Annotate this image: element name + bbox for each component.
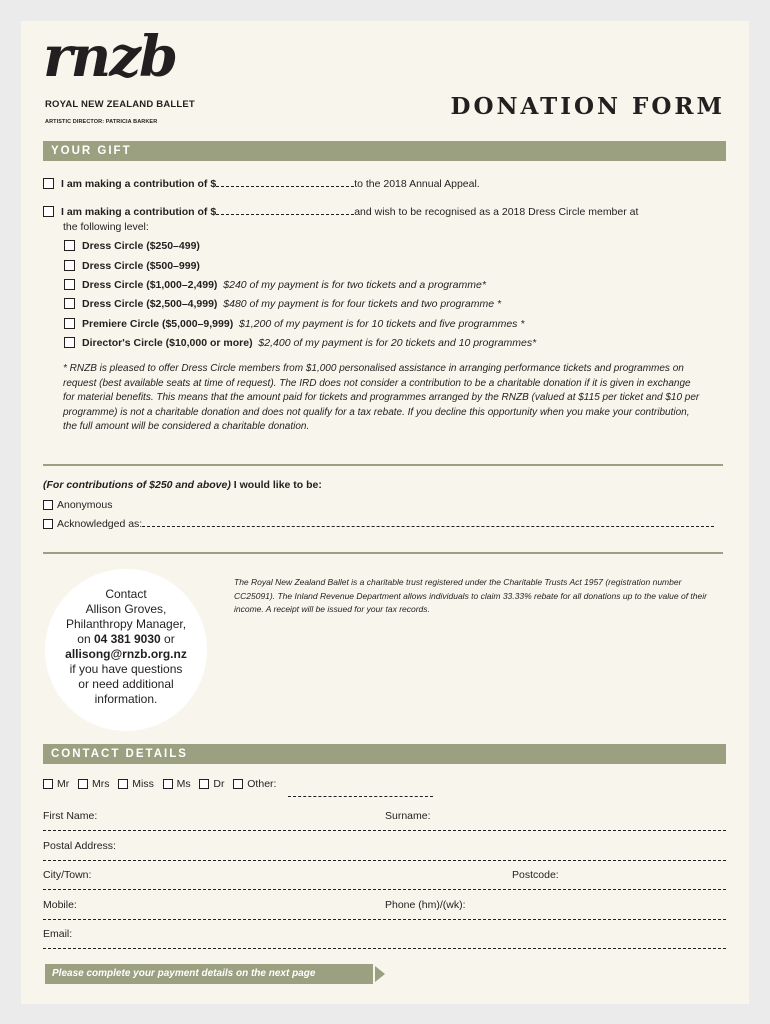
contact-phone-line <box>53 632 199 647</box>
acknowledged-checkbox[interactable] <box>43 519 53 529</box>
contact-phone[interactable]: 04 381 9030 <box>93 632 161 646</box>
title-mrs-checkbox[interactable] <box>78 779 88 789</box>
divider <box>43 464 723 466</box>
contact-or: or <box>160 632 175 646</box>
level-item <box>64 260 200 272</box>
title-other-field[interactable] <box>288 796 433 797</box>
dress-circle-note: * RNZB is pleased to offer Dress Circle members from $1,000 personalised assistance in arranging performance tickets and programmes on request (best available seats at time of request). The IRD does not consider a contribution to be a charitable donation if it is given in exchange for material benefits. This means that the amount paid for tickets and programmes arranged by the RNZB (valued at $115 per ticket and $10 per programme) is not a charitable donation and does not qualify for a tax rebate. If you decline this opportunity when you make your contribution, the full amount will be considered a charitable donation. <box>63 363 700 433</box>
phone-row[interactable] <box>43 899 726 920</box>
title-other-label: Other: <box>247 778 277 790</box>
name-row[interactable] <box>43 810 726 831</box>
org-name: ROYAL NEW ZEALAND BALLET <box>45 99 195 110</box>
level-checkbox[interactable] <box>64 318 75 329</box>
level-name: Dress Circle ($2,500–4,999) <box>82 298 218 310</box>
contact-email[interactable]: allisong@rnzb.org.nz <box>65 647 187 661</box>
level-name: Premiere Circle ($5,000–9,999) <box>82 318 234 330</box>
contribution-1-amount-field[interactable] <box>216 178 354 187</box>
contribution-option-2 <box>43 206 638 218</box>
title-miss-checkbox[interactable] <box>118 779 128 789</box>
level-name: Director's Circle ($10,000 or more) <box>82 337 253 349</box>
mobile-label: Mobile: <box>43 899 77 911</box>
artistic-director: ARTISTIC DIRECTOR: PATRICIA BARKER <box>45 119 158 125</box>
contribution-2-suffix: and wish to be recognised as a 2018 Dress Circle member at <box>354 206 639 218</box>
level-detail: $2,400 of my payment is for 20 tickets and 10 programmes* <box>258 337 537 349</box>
level-name: Dress Circle ($250–499) <box>82 240 200 252</box>
title-mr-checkbox[interactable] <box>43 779 53 789</box>
contact-details-heading: CONTACT DETAILS <box>43 744 726 764</box>
contact-bubble <box>45 569 207 731</box>
rnzb-logo: rnzb <box>43 24 177 90</box>
donation-form-page <box>21 21 749 1004</box>
anonymous-checkbox[interactable] <box>43 500 53 510</box>
city-label: City/Town: <box>43 869 92 881</box>
contact-line: if you have questions <box>69 662 183 676</box>
contribution-2-amount-field[interactable] <box>216 206 354 215</box>
recognition-lead <box>43 479 322 491</box>
level-checkbox[interactable] <box>64 279 75 290</box>
contribution-option-1 <box>43 178 480 190</box>
level-detail: $240 of my payment is for two tickets and a programme* <box>223 279 486 291</box>
title-options <box>43 778 276 790</box>
surname-label: Surname: <box>385 810 431 822</box>
title-dr-label: Dr <box>213 778 225 790</box>
level-checkbox[interactable] <box>64 260 75 271</box>
title-miss-label: Miss <box>132 778 154 790</box>
contact-on: on <box>77 632 94 646</box>
contribution-1-label: I am making a contribution of $ <box>61 178 217 190</box>
arrow-right-icon <box>375 966 385 982</box>
page-title: DONATION FORM <box>450 93 725 120</box>
next-page-banner: Please complete your payment details on the next page <box>45 964 373 984</box>
title-ms-label: Ms <box>176 778 191 790</box>
level-item <box>64 298 501 310</box>
anonymous-label: Anonymous <box>57 499 113 511</box>
acknowledged-option <box>43 518 714 530</box>
postal-address-field[interactable] <box>43 840 726 861</box>
level-checkbox[interactable] <box>64 298 75 309</box>
level-checkbox[interactable] <box>64 337 75 348</box>
first-name-label: First Name: <box>43 810 98 822</box>
level-name: Dress Circle ($1,000–2,499) <box>82 279 218 291</box>
contribution-2-checkbox[interactable] <box>43 206 54 217</box>
contribution-2-label: I am making a contribution of $ <box>61 206 217 218</box>
contribution-1-suffix: to the 2018 Annual Appeal. <box>354 178 480 190</box>
title-other-checkbox[interactable] <box>233 779 243 789</box>
level-item <box>64 279 486 291</box>
level-detail: $480 of my payment is for four tickets and two programme * <box>223 298 502 310</box>
level-checkbox[interactable] <box>64 240 75 251</box>
level-name: Dress Circle ($500–999) <box>82 260 200 272</box>
email-field[interactable] <box>43 928 726 949</box>
contact-name: Allison Groves, <box>85 602 167 616</box>
postcode-label: Postcode: <box>512 869 559 881</box>
recognition-lead-bold: (For contributions of $250 and above) <box>43 479 231 491</box>
contact-line: or need additional <box>78 677 174 691</box>
your-gift-heading: YOUR GIFT <box>43 141 726 161</box>
city-row[interactable] <box>43 869 726 890</box>
level-detail: $1,200 of my payment is for 10 tickets and five programmes * <box>239 318 525 330</box>
title-ms-checkbox[interactable] <box>163 779 173 789</box>
postal-address-label: Postal Address: <box>43 840 116 852</box>
title-mrs-label: Mrs <box>92 778 110 790</box>
level-item <box>64 240 200 252</box>
contact-line: information. <box>94 692 158 706</box>
email-label: Email: <box>43 928 73 940</box>
charity-statement: The Royal New Zealand Ballet is a charitable trust registered under the Charitable Trusts Act 1957 (registration number CC25091). The Inland Revenue Department allows individuals to claim 33.33% rebate for all donations up to the value of their income. A receipt will be issued for your tax records. <box>234 577 707 614</box>
phone-label: Phone (hm)/(wk): <box>385 899 466 911</box>
contact-role: Philanthropy Manager, <box>65 617 187 631</box>
level-item <box>64 318 524 330</box>
contact-line: Contact <box>105 587 147 601</box>
contribution-2-suffix-line2: the following level: <box>63 221 149 233</box>
title-mr-label: Mr <box>57 778 70 790</box>
contribution-1-checkbox[interactable] <box>43 178 54 189</box>
acknowledged-label: Acknowledged as: <box>57 518 143 530</box>
level-item <box>64 337 536 349</box>
acknowledged-name-field[interactable] <box>142 518 714 527</box>
recognition-lead-rest: I would like to be: <box>230 479 322 491</box>
divider <box>43 552 723 554</box>
anonymous-option <box>43 499 112 511</box>
title-dr-checkbox[interactable] <box>199 779 209 789</box>
